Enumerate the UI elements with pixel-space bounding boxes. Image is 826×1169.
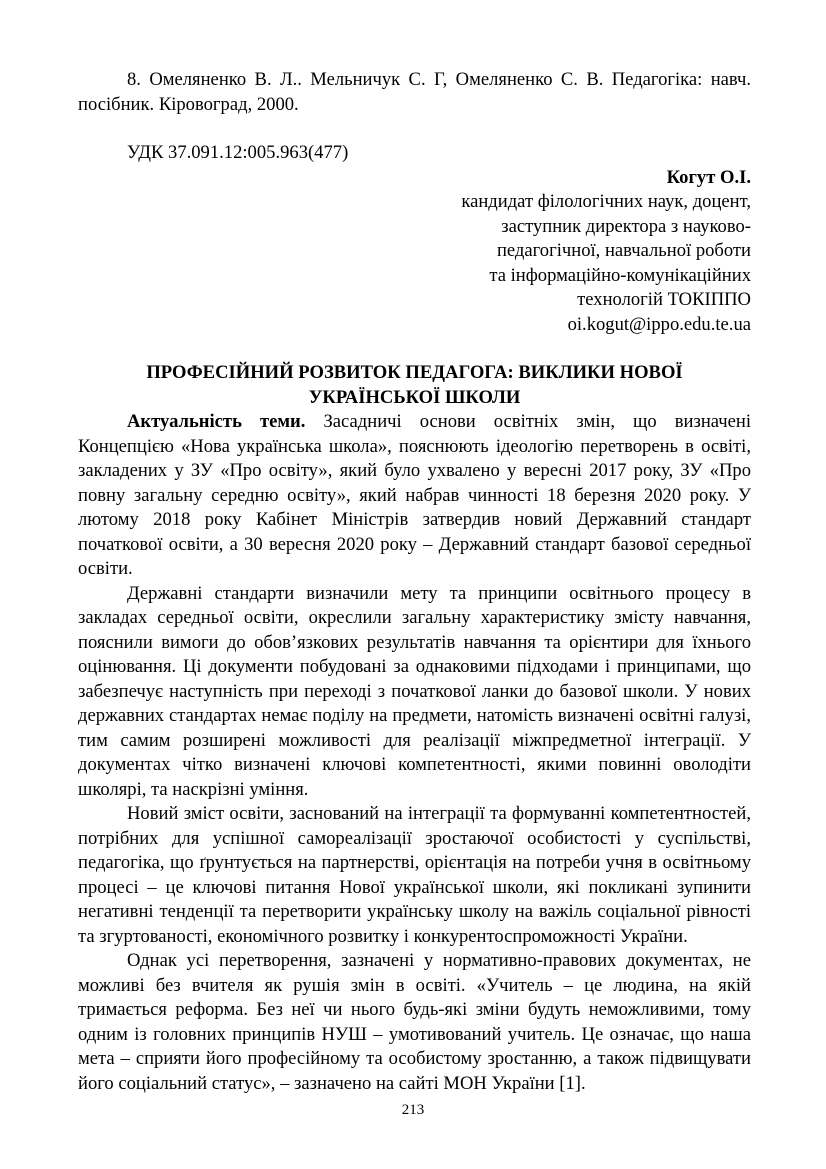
author-block — [78, 166, 751, 338]
paragraph-new-content: Новий зміст освіти, заснований на інтеграції та формуванні компетентностей, потрібних для успішної самореалізації зростаючої особистості у суспільстві, педагогіка, що ґрунтується на партнерстві, орієнтація на потреби учня в освітньому процесі – це ключові питання Нової української школи, які покликані зупинити негативні тенденції та перетворити українську школу на важіль соціальної рівності та згуртованості, економічного розвитку і конкурентоспроможності України. — [78, 803, 751, 947]
page-number: 213 — [401, 1102, 425, 1118]
author-position-2: педагогічної, навчальної роботи — [496, 240, 751, 261]
author-position-1: заступник директора з науково- — [501, 215, 751, 237]
page-content — [78, 68, 751, 1096]
reference-entry: 8. Омеляненко В. Л.. Мельничук С. Г, Омеляненко С. В. Педагогіка: навч. посібник. Кіровоград, 2000. — [78, 69, 751, 115]
author-email: oi.kogut@ippo.edu.te.ua — [567, 313, 751, 335]
author-position-3: та інформаційно-комунікаційних — [489, 264, 751, 286]
author-degree: кандидат філологічних наук, доцент, — [461, 191, 751, 212]
article-title-line-1: ПРОФЕСІЙНИЙ РОЗВИТОК ПЕДАГОГА: ВИКЛИКИ НОВОЇ — [146, 362, 683, 383]
paragraph-relevance-text: Засадничі основи освітніх змін, що визначені Концепцією «Нова українська школа», пояснюють ідеологію перетворень в освіті, закладених у ЗУ «Про освіту», який було ухвалено у вересні 2017 року, ЗУ «Про повну загальну середню освіту», який набрав чинності 18 березня 2020 року. У лютому 2018 року Кабінет Міністрів затвердив новий Державний стандарт початкової освіти, а 30 вересня 2020 року – Державний стандарт базової середньої освіти. — [78, 411, 752, 579]
paragraph-relevance — [78, 410, 751, 582]
udk-code: УДК 37.091.12:005.963(477) — [127, 142, 349, 163]
author-institution: технологій ТОКІППО — [577, 289, 751, 310]
paragraph-lead: Актуальність теми. — [127, 411, 306, 432]
article-title — [78, 361, 751, 410]
article-title-line-2: УКРАЇНСЬКОЇ ШКОЛИ — [308, 386, 521, 408]
paragraph-teacher: Однак усі перетворення, зазначені у нормативно-правових документах, не можливі без вчителя як рушія змін в освіті. «Учитель – це людина, на якій тримається реформа. Без неї чи нього будь-які зміни будуть неможливими, тому одним із головних принципів НУШ – умотивований учитель. Це означає, що наша мета – сприяти його професійному та особистому зростанню, а також підвищувати його соціальний статус», – зазначено на сайті МОН України [1]. — [78, 950, 751, 1094]
author-name: Когут О.І. — [666, 166, 751, 188]
paragraph-standards: Державні стандарти визначили мету та принципи освітнього процесу в закладах середньої освіти, окреслили загальну характеристику змісту навчання, пояснили вимоги до обов’язкових результатів навчання та орієнтири для їхнього оцінювання. Ці документи побудовані за однаковими підходами і принципами, що забезпечує наступність при переході з початкової ланки до базової школи. У нових державних стандартах немає поділу на предмети, натомість визначені освітні галузі, тим самим розширені можливості для реалізації міжпредметної інтеграції. У документах чітко визначені ключові компетентності, якими повинні оволодіти школярі, та наскрізні уміння. — [78, 582, 751, 800]
